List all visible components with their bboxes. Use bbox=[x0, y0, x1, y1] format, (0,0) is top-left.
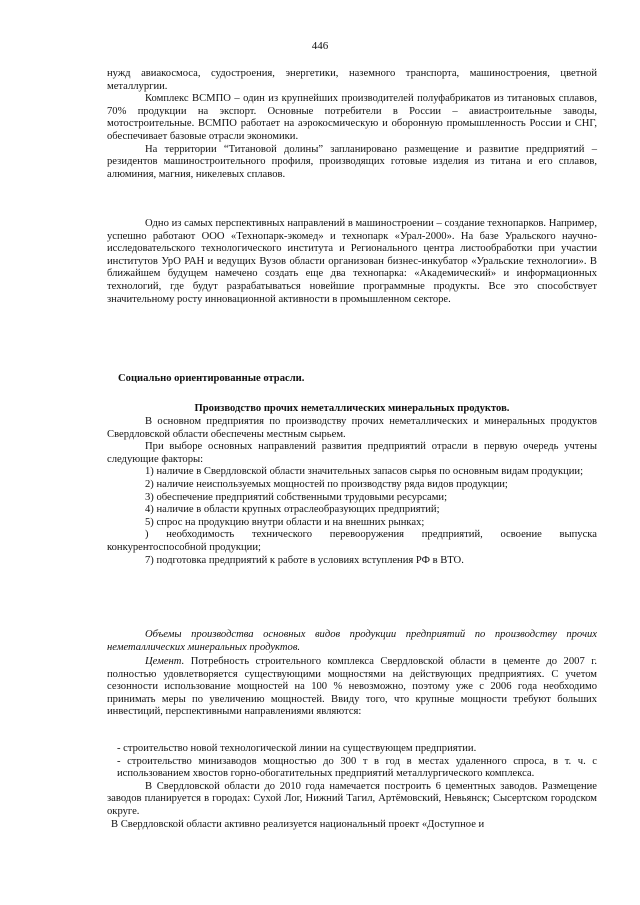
paragraph: На территории “Титановой долины” запланировано размещение и развитие предприятий – резидентов машиностроительного профиля, производящих готовые изделия из титана и его сплавов, алюминия, магния, никелевых сплавов. bbox=[107, 143, 597, 180]
list-item: 7) подготовка предприятий к работе в условиях вступления РФ в ВТО. bbox=[145, 554, 464, 566]
paragraph: При выборе основных направлений развития предприятий отрасли в первую очередь учтены следующие факторы: bbox=[107, 441, 597, 465]
subsection-heading: Производство прочих неметаллических минеральных продуктов. bbox=[194, 403, 510, 414]
paragraph: В основном предприятия по производству прочих неметаллических и минеральных продуктов Свердловской области обеспечены местным сырьем. bbox=[107, 416, 597, 440]
page-number: 446 bbox=[311, 40, 329, 52]
list-item: - строительство минизаводов мощностью до 300 т в год в местах удаленного спроса, в т. ч. с использованием хвостов горно-обогатительных предприятий металлургического комплекса. bbox=[117, 755, 597, 780]
list-item: 5) спрос на продукцию внутри области и на внешних рынках; bbox=[145, 516, 425, 528]
paragraph: Комплекс ВСМПО – один из крупнейших производителей полуфабрикатов из титановых сплавов, 70% продукции на экспорт. Основные потребители в России – авиастроительные заводы, мотостроительные. ВСМПО работает на аэрокосмическую и оборонную промышленность России и СНГ, обеспечивает базовые отрасли экономики. bbox=[107, 93, 597, 142]
italic-heading: Объемы производства основных видов продукции предприятий по производству прочих неметаллических минеральных продуктов. bbox=[107, 629, 597, 653]
text-block-4 bbox=[107, 743, 597, 831]
list-item: 4) наличие в области крупных отраслеобразующих предприятий; bbox=[145, 504, 440, 516]
list-item: 2) наличие неиспользуемых мощностей по производству ряда видов продукции; bbox=[145, 478, 508, 490]
cement-text: Потребность строительного комплекса Свердловской области в цементе до 2007 г. полностью удовлетворяется существующими мощностями на действующих предприятиях. С учетом сезонности использование мощностей на 100 % невозможно, поэтому уже с 2006 года необходимо принимать меры по увеличению мощностей. Ввиду того, что крупные мощности требуют больших инвестиций, перспективными направлениями являются: bbox=[107, 656, 597, 718]
cement-label: Цемент. bbox=[145, 656, 185, 667]
paragraph: В Свердловской области до 2010 года намечается построить 6 цементных заводов. Размещение заводов планируется в городах: Сухой Лог, Нижний Тагил, Артёмовский, Невьянск; Сысертском городском округе. bbox=[107, 780, 597, 817]
paragraph: В Свердловской области активно реализуется национальный проект «Доступное и bbox=[111, 818, 485, 830]
list-item: 3) обеспечение предприятий собственными трудовыми ресурсами; bbox=[145, 491, 448, 503]
cement-paragraph bbox=[107, 656, 597, 719]
list-item: ) необходимость технического перевооружения предприятий, освоение выпуска конкурентоспособной продукции; bbox=[107, 529, 597, 553]
list-item: - строительство новой технологической линии на существующем предприятии. bbox=[117, 743, 477, 754]
list-item: 1) наличие в Свердловской области значительных запасов сырья по основным видам продукции; bbox=[145, 466, 584, 478]
text-block-1 bbox=[107, 68, 597, 181]
section-heading: Социально ориентированные отрасли. bbox=[118, 373, 305, 384]
paragraph: Одно из самых перспективных направлений в машиностроении – создание технопарков. Например, успешно работают ООО «Технопарк-экомед» и технопарк «Урал-2000». На базе Уральского научно-исследовательского технологического института и Регионального центра листообработки при участии институтов УрО РАН и ведущих Вузов области организован бизнес-инкубатор «Уральские технологии». В ближайшем будущем намечено создать еще два технопарка: «Академический» и информационных технологий, где будут разрабатываться новейшие программные продукты. Все это способствует значительному росту инновационной активности в промышленном секторе. bbox=[107, 218, 597, 305]
paragraph: нужд авиакосмоса, судостроения, энергетики, наземного транспорта, машиностроения, цветной металлургии. bbox=[107, 68, 597, 92]
text-block-3 bbox=[107, 416, 597, 567]
text-block-2 bbox=[107, 218, 597, 306]
